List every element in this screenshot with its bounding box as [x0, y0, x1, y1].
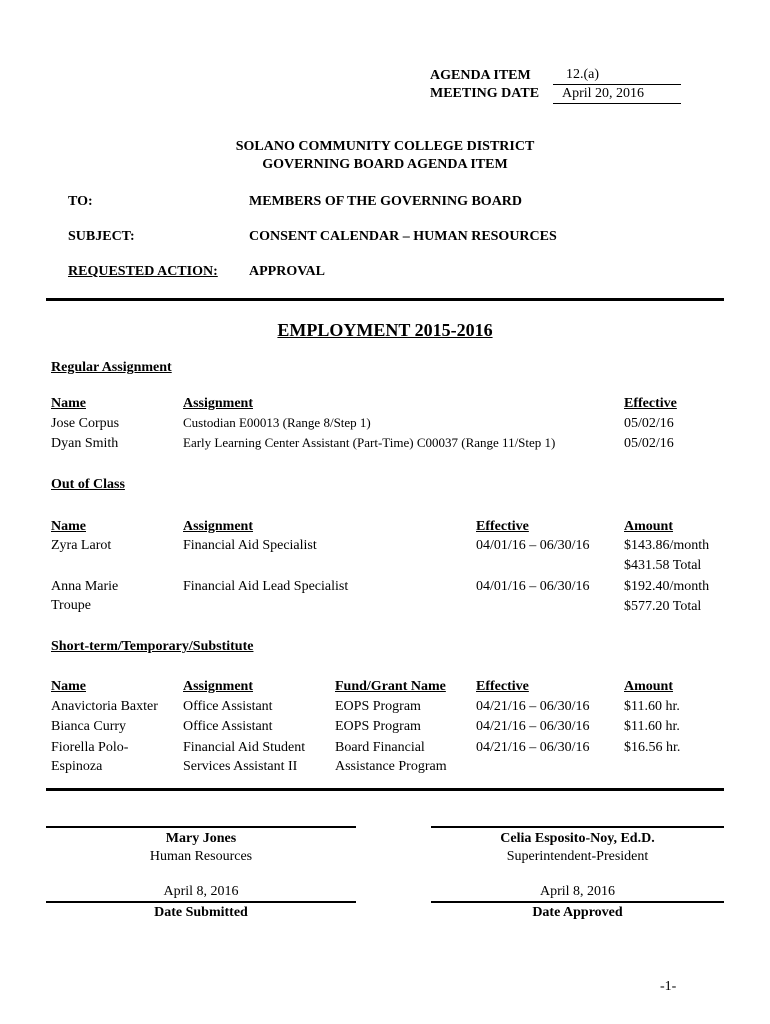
fund-name: EOPS Program: [335, 719, 421, 734]
employee-name: Jose Corpus: [51, 416, 120, 431]
assignment: Office Assistant: [183, 719, 273, 734]
st-col-assignment: Assignment: [183, 679, 254, 694]
signature-line-left: [46, 826, 356, 828]
effective-date: 05/02/16: [624, 436, 674, 451]
total-amount: $431.58 Total: [624, 558, 702, 573]
total-amount: $577.20 Total: [624, 599, 702, 614]
assignment: Financial Aid Specialist: [183, 538, 317, 553]
page-number: -1-: [660, 979, 677, 994]
date-approved-label: Date Approved: [532, 905, 623, 920]
effective-range: 04/01/16 – 06/30/16: [476, 579, 590, 594]
st-col-amount: Amount: [624, 679, 674, 694]
assignment: Financial Aid Lead Specialist: [183, 579, 349, 594]
top-divider: [46, 298, 724, 301]
date-submitted-label: Date Submitted: [154, 905, 248, 920]
regular-assignment-heading: Regular Assignment: [51, 360, 172, 375]
fund-name-cont: Assistance Program: [335, 759, 447, 774]
employee-name: Bianca Curry: [51, 719, 127, 734]
regular-col-name: Name: [51, 396, 86, 411]
agenda-item-label: AGENDA ITEM: [430, 68, 531, 83]
employment-heading: EMPLOYMENT 2015-2016: [277, 320, 493, 340]
ooc-col-amount: Amount: [624, 519, 674, 534]
hourly-amount: $11.60 hr.: [624, 699, 680, 714]
st-col-effective: Effective: [476, 679, 529, 694]
effective-range: 04/21/16 – 06/30/16: [476, 699, 590, 714]
to-value: MEMBERS OF THE GOVERNING BOARD: [249, 194, 523, 209]
subject-label: SUBJECT:: [68, 229, 135, 244]
agenda-item-underline: [553, 84, 681, 85]
st-col-name: Name: [51, 679, 86, 694]
meeting-date-value: April 20, 2016: [562, 86, 645, 101]
employee-name: Dyan Smith: [51, 436, 119, 451]
document-type: GOVERNING BOARD AGENDA ITEM: [262, 157, 508, 172]
assignment: Custodian E00013 (Range 8/Step 1): [183, 415, 371, 430]
requested-action-label: REQUESTED ACTION:: [68, 264, 218, 279]
monthly-amount: $192.40/month: [624, 579, 710, 594]
hourly-amount: $11.60 hr.: [624, 719, 680, 734]
effective-range: 04/21/16 – 06/30/16: [476, 719, 590, 734]
subject-value: CONSENT CALENDAR – HUMAN RESOURCES: [249, 229, 557, 244]
employee-name: Anavictoria Baxter: [51, 699, 158, 714]
submitter-title: Human Resources: [149, 849, 253, 864]
requested-action-value: APPROVAL: [249, 264, 325, 279]
approver-title: Superintendent-President: [506, 849, 649, 864]
assignment-cont: Services Assistant II: [183, 759, 298, 774]
effective-range: 04/21/16 – 06/30/16: [476, 740, 590, 755]
assignment: Office Assistant: [183, 699, 273, 714]
hourly-amount: $16.56 hr.: [624, 740, 681, 755]
employee-name-cont: Espinoza: [51, 759, 103, 774]
effective-range: 04/01/16 – 06/30/16: [476, 538, 590, 553]
effective-date: 05/02/16: [624, 416, 674, 431]
assignment: Early Learning Center Assistant (Part-Time) C00037 (Range 11/Step 1): [183, 435, 556, 450]
agenda-item-value: 12.(a): [566, 67, 600, 82]
date-line-left: [46, 901, 356, 903]
signature-line-right: [431, 826, 724, 828]
regular-col-effective: Effective: [624, 396, 677, 411]
approver-name: Celia Esposito-Noy, Ed.D.: [500, 831, 655, 846]
ooc-col-name: Name: [51, 519, 86, 534]
to-label: TO:: [68, 194, 93, 209]
out-of-class-heading: Out of Class: [51, 477, 125, 492]
ooc-col-effective: Effective: [476, 519, 529, 534]
employee-name: Anna Marie: [51, 579, 119, 594]
regular-col-assignment: Assignment: [183, 396, 254, 411]
ooc-col-assignment: Assignment: [183, 519, 254, 534]
st-col-fund: Fund/Grant Name: [335, 679, 446, 694]
employee-name: Zyra Larot: [51, 538, 112, 553]
employee-name-cont: Troupe: [51, 598, 91, 613]
meeting-date-label: MEETING DATE: [430, 86, 540, 101]
approved-date: April 8, 2016: [539, 884, 616, 899]
submitted-date: April 8, 2016: [163, 884, 239, 899]
meeting-date-underline: [553, 103, 681, 104]
fund-name: EOPS Program: [335, 699, 421, 714]
bottom-divider: [46, 788, 724, 791]
employee-name: Fiorella Polo-: [51, 740, 129, 755]
submitter-name: Mary Jones: [165, 831, 237, 846]
monthly-amount: $143.86/month: [624, 538, 710, 553]
date-line-right: [431, 901, 724, 903]
fund-name: Board Financial: [335, 740, 425, 755]
assignment: Financial Aid Student: [183, 740, 306, 755]
short-term-heading: Short-term/Temporary/Substitute: [51, 639, 254, 654]
district-name: SOLANO COMMUNITY COLLEGE DISTRICT: [235, 139, 535, 154]
